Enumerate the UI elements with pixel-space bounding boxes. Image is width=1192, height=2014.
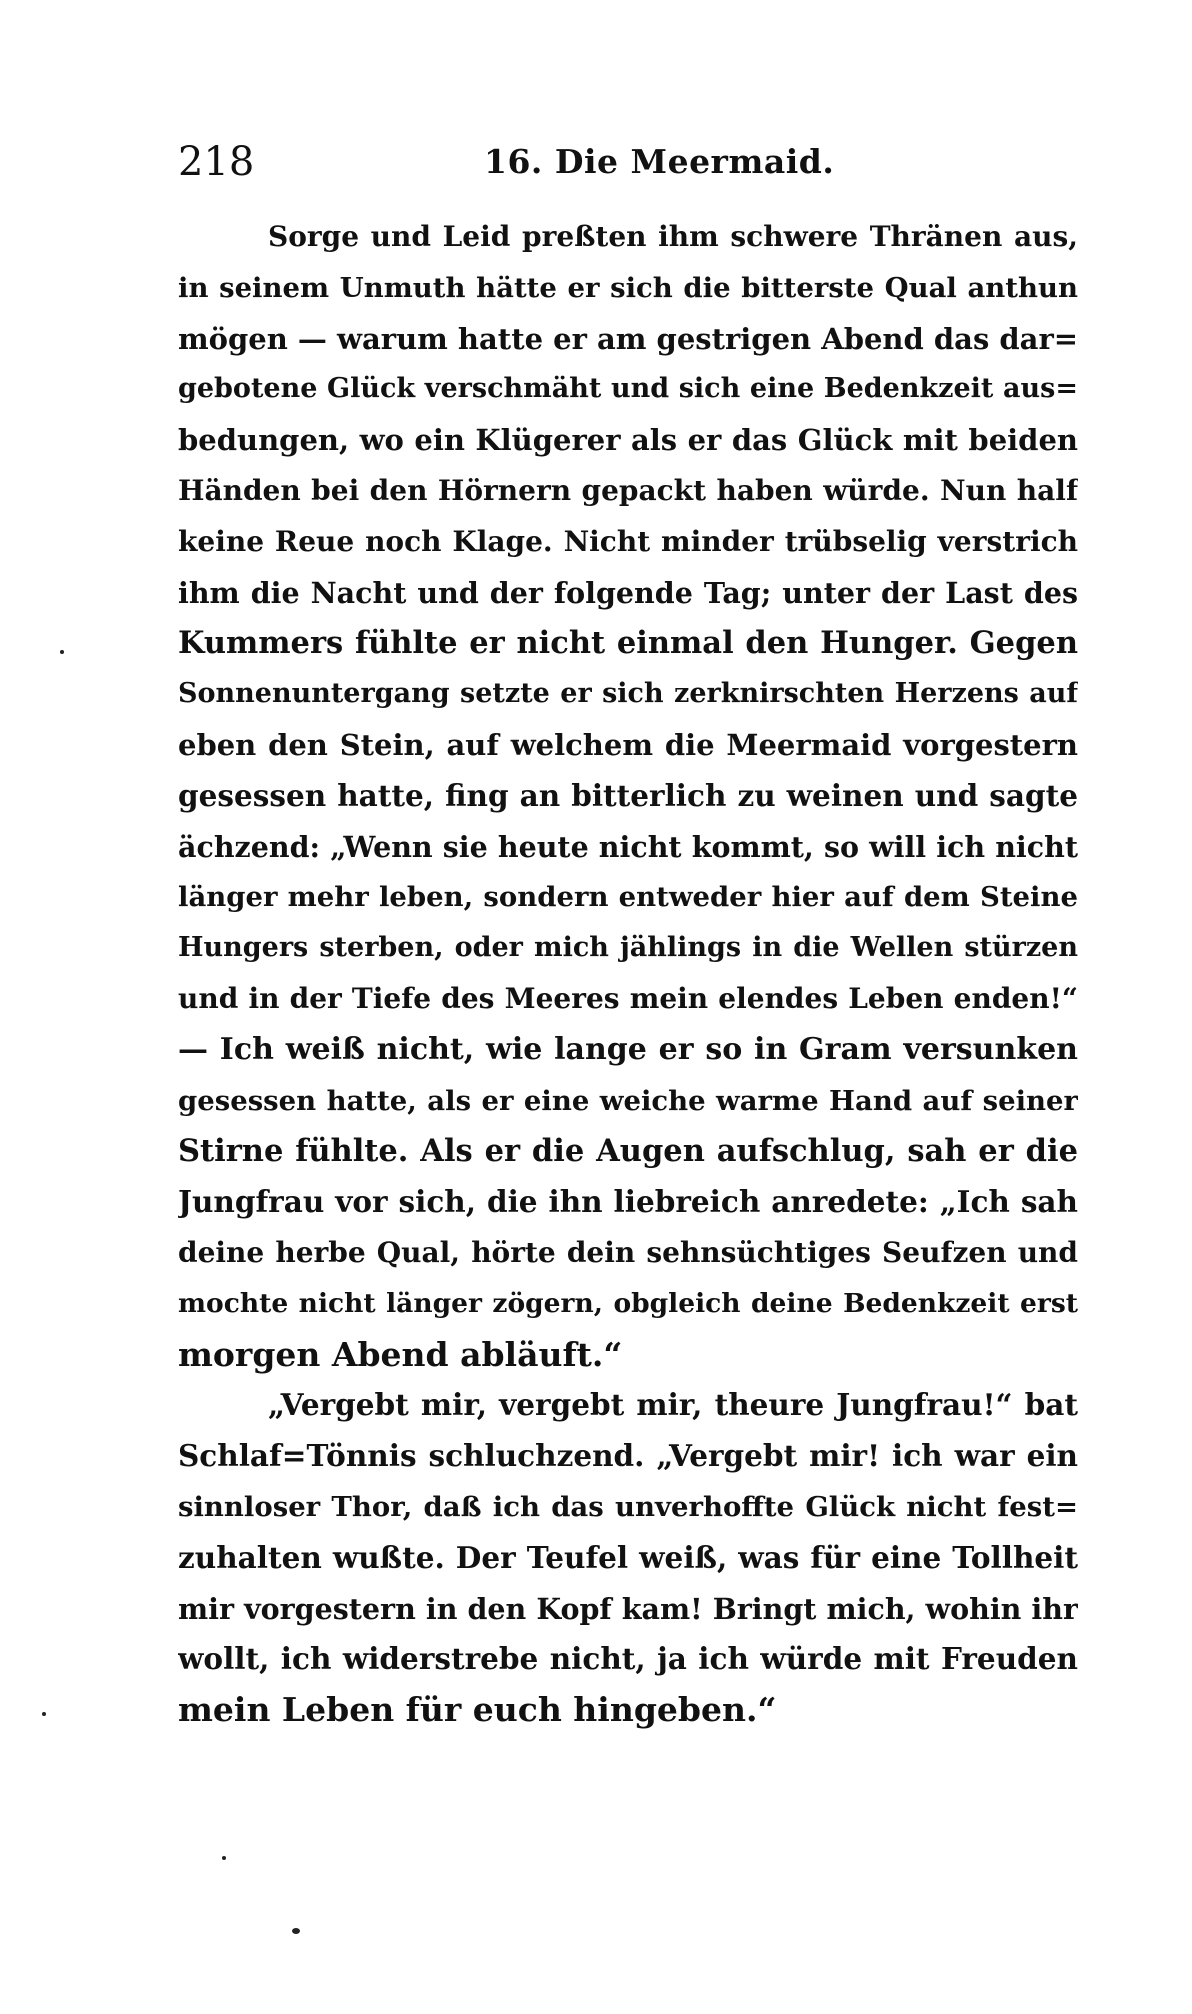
text-line: und in der Tiefe des Meeres mein elendes Leben enden!“ (178, 981, 1078, 1015)
text-line: mir vorgestern in den Kopf kam! Bringt mich, wohin ihr (178, 1591, 1078, 1626)
text-line: Schlaf=Tönnis schluchzend. „Vergebt mir! ich war ein (178, 1438, 1078, 1474)
text-line: ächzend: „Wenn sie heute nicht kommt, so will ich nicht (178, 829, 1078, 864)
text-line: — Ich weiß nicht, wie lange er so in Gram versunken (178, 1031, 1078, 1067)
page-header (178, 132, 1078, 192)
scan-speck (42, 1712, 46, 1716)
text-line: gesessen hatte, fing an bitterlich zu weinen und sagte (178, 777, 1078, 813)
text-line: in seinem Unmuth hätte er sich die bitterste Qual anthun (178, 271, 1078, 304)
text-line: ihm die Nacht und der folgende Tag; unter der Last des (178, 575, 1078, 610)
text-line: gesessen hatte, als er eine weiche warme Hand auf seiner (178, 1084, 1078, 1117)
page-number: 218 (178, 139, 255, 185)
text-line: gebotene Glück verschmäht und sich eine Bedenkzeit aus= (178, 373, 1078, 405)
scan-speck (60, 650, 64, 654)
text-line: mögen — warum hatte er am gestrigen Abend das dar= (178, 321, 1078, 356)
body-text (178, 212, 1078, 1736)
running-title: 16. Die Meermaid. (484, 142, 835, 181)
text-line: zuhalten wußte. Der Teufel weiß, was für eine Tollheit (178, 1539, 1078, 1575)
scan-speck (292, 1928, 300, 1934)
scan-speck (222, 1856, 226, 1860)
text-line: sinnloser Thor, daß ich das unverhoffte Glück nicht fest= (178, 1490, 1078, 1523)
text-line: Sorge und Leid preßten ihm schwere Thränen aus, (268, 220, 1078, 253)
text-line: mochte nicht länger zögern, obgleich deine Bedenkzeit erst (178, 1287, 1078, 1319)
text-line: „Vergebt mir, vergebt mir, theure Jungfrau!“ bat (268, 1387, 1078, 1423)
text-line: deine herbe Qual, hörte dein sehnsüchtiges Seufzen und (178, 1235, 1078, 1269)
text-line: Kummers fühlte er nicht einmal den Hunger. Gegen (178, 625, 1078, 662)
text-line: Stirne fühlte. Als er die Augen aufschlug, sah er die (178, 1133, 1078, 1170)
text-line: Hungers sterben, oder mich jählings in die Wellen stürzen (178, 932, 1078, 964)
text-line: Händen bei den Hörnern gepackt haben würde. Nun half (178, 473, 1078, 507)
text-line: Jungfrau vor sich, die ihn liebreich anredete: „Ich sah (178, 1184, 1078, 1220)
text-line: Sonnenuntergang setzte er sich zerknirschten Herzens auf (178, 678, 1078, 710)
text-line: länger mehr leben, sondern entweder hier auf dem Steine (178, 881, 1078, 914)
text-line: keine Reue noch Klage. Nicht minder trübselig verstrich (178, 524, 1078, 558)
text-line: morgen Abend abläuft.“ (178, 1334, 623, 1374)
text-line: mein Leben für euch hingeben.“ (178, 1690, 777, 1730)
text-line: eben den Stein, auf welchem die Meermaid vorgestern (178, 727, 1078, 762)
text-line: bedungen, wo ein Klügerer als er das Glück mit beiden (178, 423, 1078, 458)
text-line: wollt, ich widerstrebe nicht, ja ich würde mit Freuden (178, 1641, 1078, 1677)
